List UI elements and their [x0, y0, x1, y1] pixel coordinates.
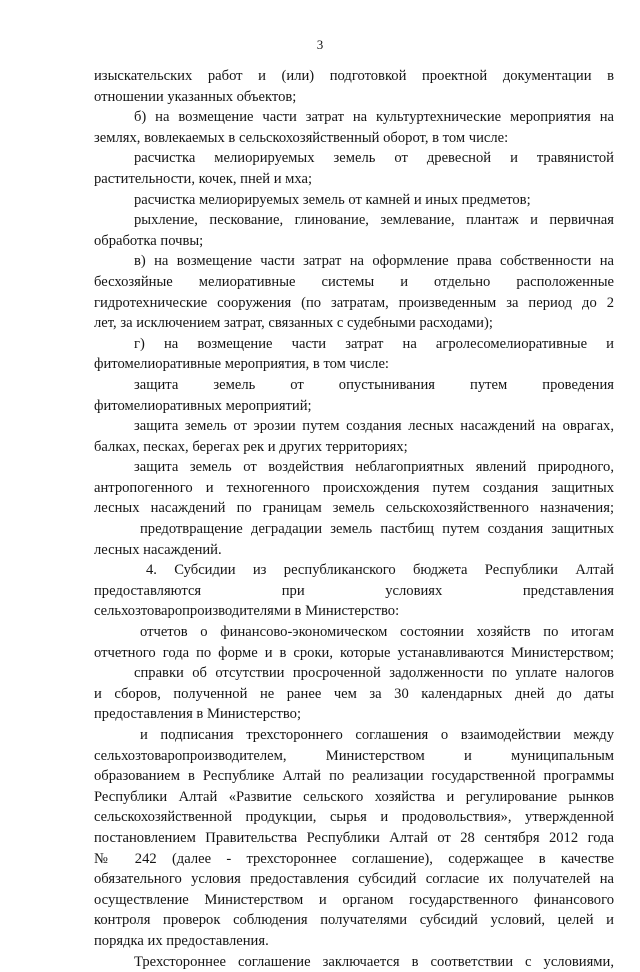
text-line: и сборов, полученной не ранее чем за 30 календарных дней до даты [94, 685, 614, 702]
text-line: Республики Алтай «Развитие сельского хозяйства и регулирование рынков [94, 788, 614, 805]
text-line: лесных насаждений. [94, 541, 222, 558]
text-line: отношении указанных объектов; [94, 88, 297, 105]
text-line: б) на возмещение части затрат на культуртехнические мероприятия на [134, 109, 614, 126]
text-line: балках, песках, берегах рек и других территориях; [94, 438, 408, 455]
text-line: землях, вовлекаемых в сельскохозяйственный оборот, в том числе: [94, 129, 509, 146]
text-line: и подписания трехстороннего соглашения о взаимодействии между [140, 727, 614, 743]
text-line: сельхозтоваропроизводителями в Министерство: [94, 603, 400, 620]
text-line: защита земель от опустынивания путем проведения [134, 376, 614, 393]
text-line: бесхозяйные мелиоративные системы и отдельно расположенные [94, 273, 614, 290]
text-line: антропогенного и техногенного происхождения путем создания защитных [94, 479, 614, 496]
text-line: образованием в Республике Алтай по реализации государственной программы [94, 768, 614, 785]
text-line: в) на возмещение части затрат на оформление права собственности на [134, 253, 614, 270]
text-line: справки об отсутствии просроченной задолженности по уплате налогов [134, 665, 614, 682]
text-line: лесных насаждений по границам земель сельскохозяйственного назначения; [94, 500, 614, 517]
text-line: предоставляются при условиях представления [94, 582, 614, 599]
text-line: растительности, кочек, пней и мха; [94, 170, 313, 187]
text-line: обработка почвы; [94, 232, 204, 249]
text-line: защита земель от эрозии путем создания лесных насаждений на оврагах, [134, 418, 614, 435]
text-line: расчистка мелиорируемых земель от древесной и травянистой [134, 150, 614, 167]
text-line: фитомелиоративные мероприятия, в том числе: [94, 356, 389, 373]
text-line: защита земель от воздействия неблагоприятных явлений природного, [134, 459, 614, 476]
text-line: г) на возмещение части затрат на агролесомелиоративные и [134, 335, 614, 352]
text-line: № 242 (далее - трехстороннее соглашение), содержащее в качестве [94, 850, 614, 867]
text-line: изыскательских работ и (или) подготовкой проектной документации в [94, 68, 614, 84]
text-line: обязательного условия предоставления субсидий согласие их получателей на [94, 871, 614, 888]
text-line: контроля проверок соблюдения получателями субсидий условий, целей и [94, 912, 614, 929]
text-line: отчетов о финансово-экономическом состоянии хозяйств по итогам [140, 624, 614, 641]
text-line: гидротехнические сооружения (по затратам, произведенным за период до 2 [94, 294, 614, 311]
text-line: предотвращение деградации земель пастбищ путем создания защитных [140, 521, 614, 538]
page-number: 3 [316, 37, 324, 52]
text-line: предоставления в Министерство; [94, 706, 301, 723]
text-line: сельхозтоваропроизводителем, Министерством и муниципальным [94, 747, 614, 764]
document-body [94, 66, 614, 972]
text-line: расчистка мелиорируемых земель от камней и иных предметов; [134, 191, 531, 208]
text-line: Трехстороннее соглашение заключается в соответствии с условиями, [134, 953, 614, 970]
text-line: лет, за исключением затрат, связанных с судебными расходами); [94, 315, 493, 332]
text-line: фитомелиоративных мероприятий; [94, 397, 312, 414]
text-line: рыхление, пескование, глинование, землевание, плантаж и первичная [134, 212, 614, 229]
text-line: отчетного года по форме и в сроки, которые устанавливаются Министерством; [94, 644, 614, 661]
text-line: постановлением Правительства Республики Алтай от 28 сентября 2012 года [94, 829, 614, 846]
text-line: осуществление Министерством и органом государственного финансового [94, 891, 614, 908]
text-line: сельскохозяйственной продукции, сырья и продовольствия», утвержденной [94, 809, 614, 826]
text-line: порядка их предоставления. [94, 932, 269, 949]
text-line: 4. Субсидии из республиканского бюджета Республики Алтай [146, 562, 614, 579]
